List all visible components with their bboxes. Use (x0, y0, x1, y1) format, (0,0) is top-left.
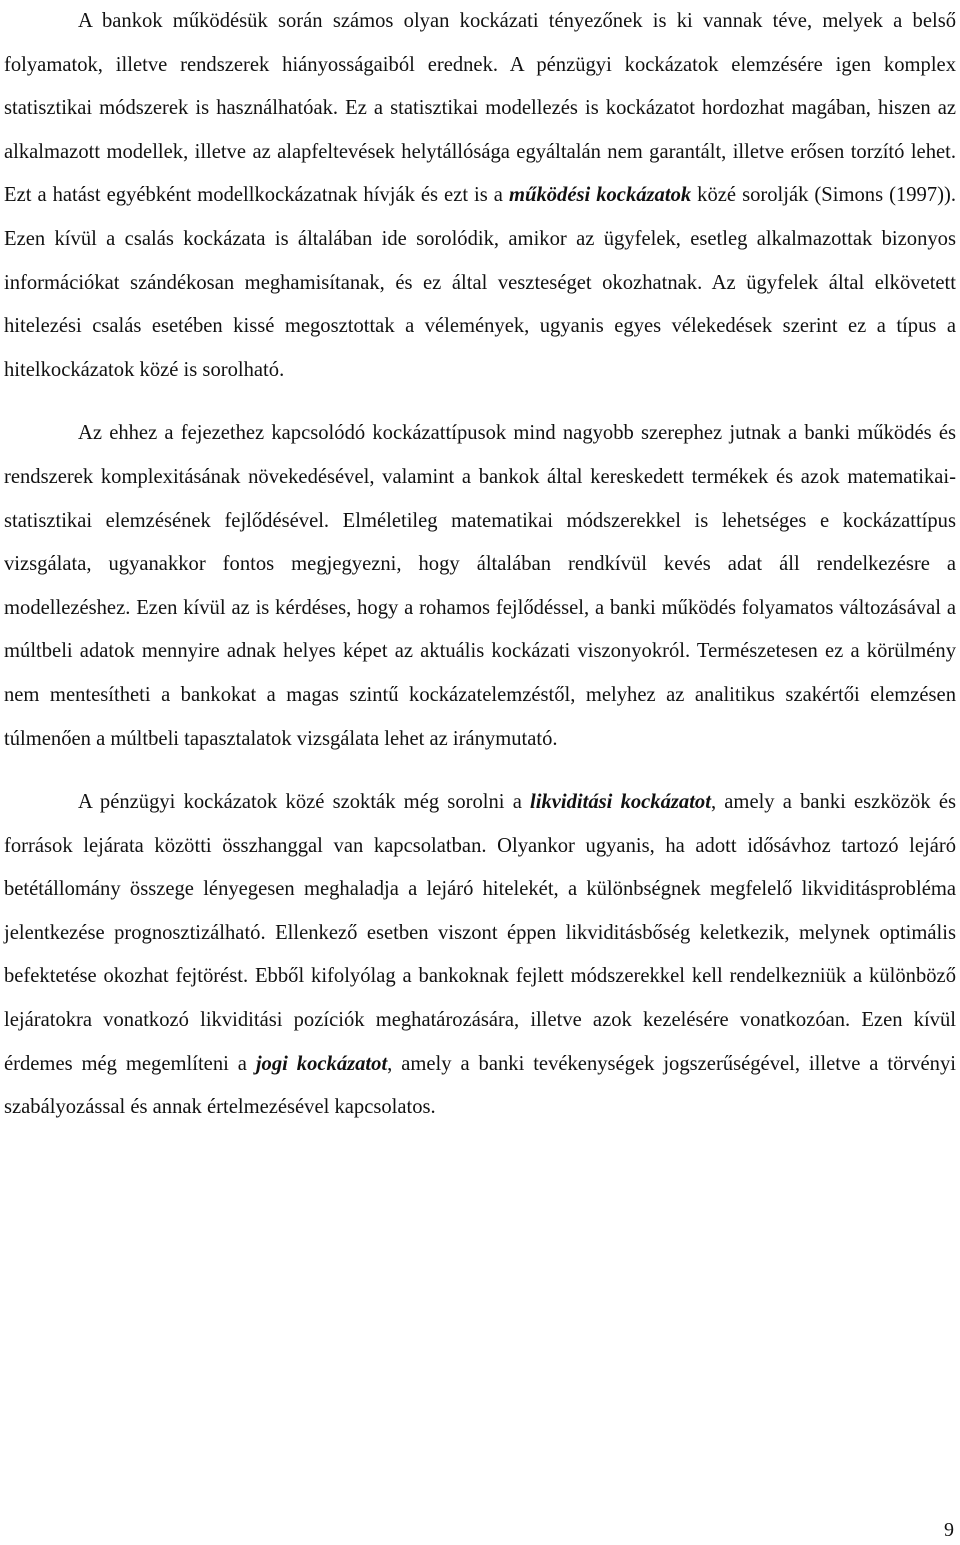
paragraph-liquidity-legal-risk (4, 781, 956, 1130)
term-operational-risk: működési kockázatok (508, 184, 692, 207)
paragraph-3-text-middle: , amely a banki eszközök és források lejárata közötti összhanggal van kapcsolatban. Olyankor ugyanis, ha adott idősávhoz tartozó lejáró betétállomány összege lényegesen meghaladja a lejáró hitelekét, a különbségnek megfelelő likviditásprobléma jelentkezése prognosztizálható. Ellenkező esetben viszont éppen likviditásbőség keletkezik, melynek optimális befektetése okozhat fejtörést. Ebből kifolyólag a bankoknak fejlett módszerekkel kell rendelkezniük a különböző lejáratokra vonatkozó likviditási pozíciók meghatározására, illetve azok kezelésére vonatkozóan. Ezen kívül érdemes még megemlíteni a (4, 791, 956, 1075)
document-page (4, 0, 956, 1130)
paragraph-1-text-end: közé sorolják (Simons (1997)). Ezen kívül a csalás kockázata is általában ide sorolódik, amikor az ügyfelek, esetleg alkalmazottak bizonyos információkat szándékosan meghamisítanak, és ez által veszteséget okozhatnak. Az ügyfelek által elkövetett hitelezési csalás esetében kissé megosztottak a vélemények, ugyanis egyes vélekedések szerint ez a típus a hitelkockázatok közé is sorolható. (4, 184, 957, 381)
term-legal-risk: jogi kockázatot (255, 1052, 388, 1075)
paragraph-risk-types (4, 412, 956, 761)
page-number: 9 (944, 1519, 954, 1541)
paragraph-operational-risk (4, 0, 956, 392)
paragraph-1-text-start: A bankok működésük során számos olyan kockázati tényezőnek is ki vannak téve, melyek a belső folyamatok, illetve rendszerek hiányosságaiból erednek. A pénzügyi kockázatok elemzésére igen komplex statisztikai módszerek is használhatóak. Ez a statisztikai modellezés is kockázatot hordozhat magában, hiszen az alkalmazott modellek, illetve az alapfeltevések helytállósága egyáltalán nem garantált, illetve erősen torzító lehet. Ezt a hatást egyébként modellkockázatnak hívják és ezt is a (4, 10, 956, 207)
paragraph-3-text-end: , amely a banki tevékenységek jogszerűségével, illetve a törvényi szabályozással és annak értelmezésével kapcsolatos. (4, 1052, 956, 1119)
term-liquidity-risk: likviditási kockázatot (530, 791, 711, 814)
paragraph-2-text: Az ehhez a fejezethez kapcsolódó kockázattípusok mind nagyobb szerephez jutnak a banki működés és rendszerek komplexitásának növekedésével, valamint a bankok által kereskedett termékek és azok matematikai-statisztikai elemzésének fejlődésével. Elméletileg matematikai módszerekkel is lehetséges e kockázattípus vizsgálata, ugyanakkor fontos megjegyezni, hogy általában rendkívül kevés adat áll rendelkezésre a modellezéshez. Ezen kívül az is kérdéses, hogy a rohamos fejlődéssel, a banki működés folyamatos változásával a múltbeli adatok mennyire adnak helyes képet az aktuális kockázati viszonyokról. Természetesen ez a körülmény nem mentesítheti a bankokat a magas szintű kockázatelemzéstől, melyhez az analitikus szakértői elemzésen túlmenően a múltbeli tapasztalatok vizsgálata lehet az iránymutató. (4, 422, 956, 750)
paragraph-3-text-start: A pénzügyi kockázatok közé szokták még sorolni a (78, 791, 531, 814)
